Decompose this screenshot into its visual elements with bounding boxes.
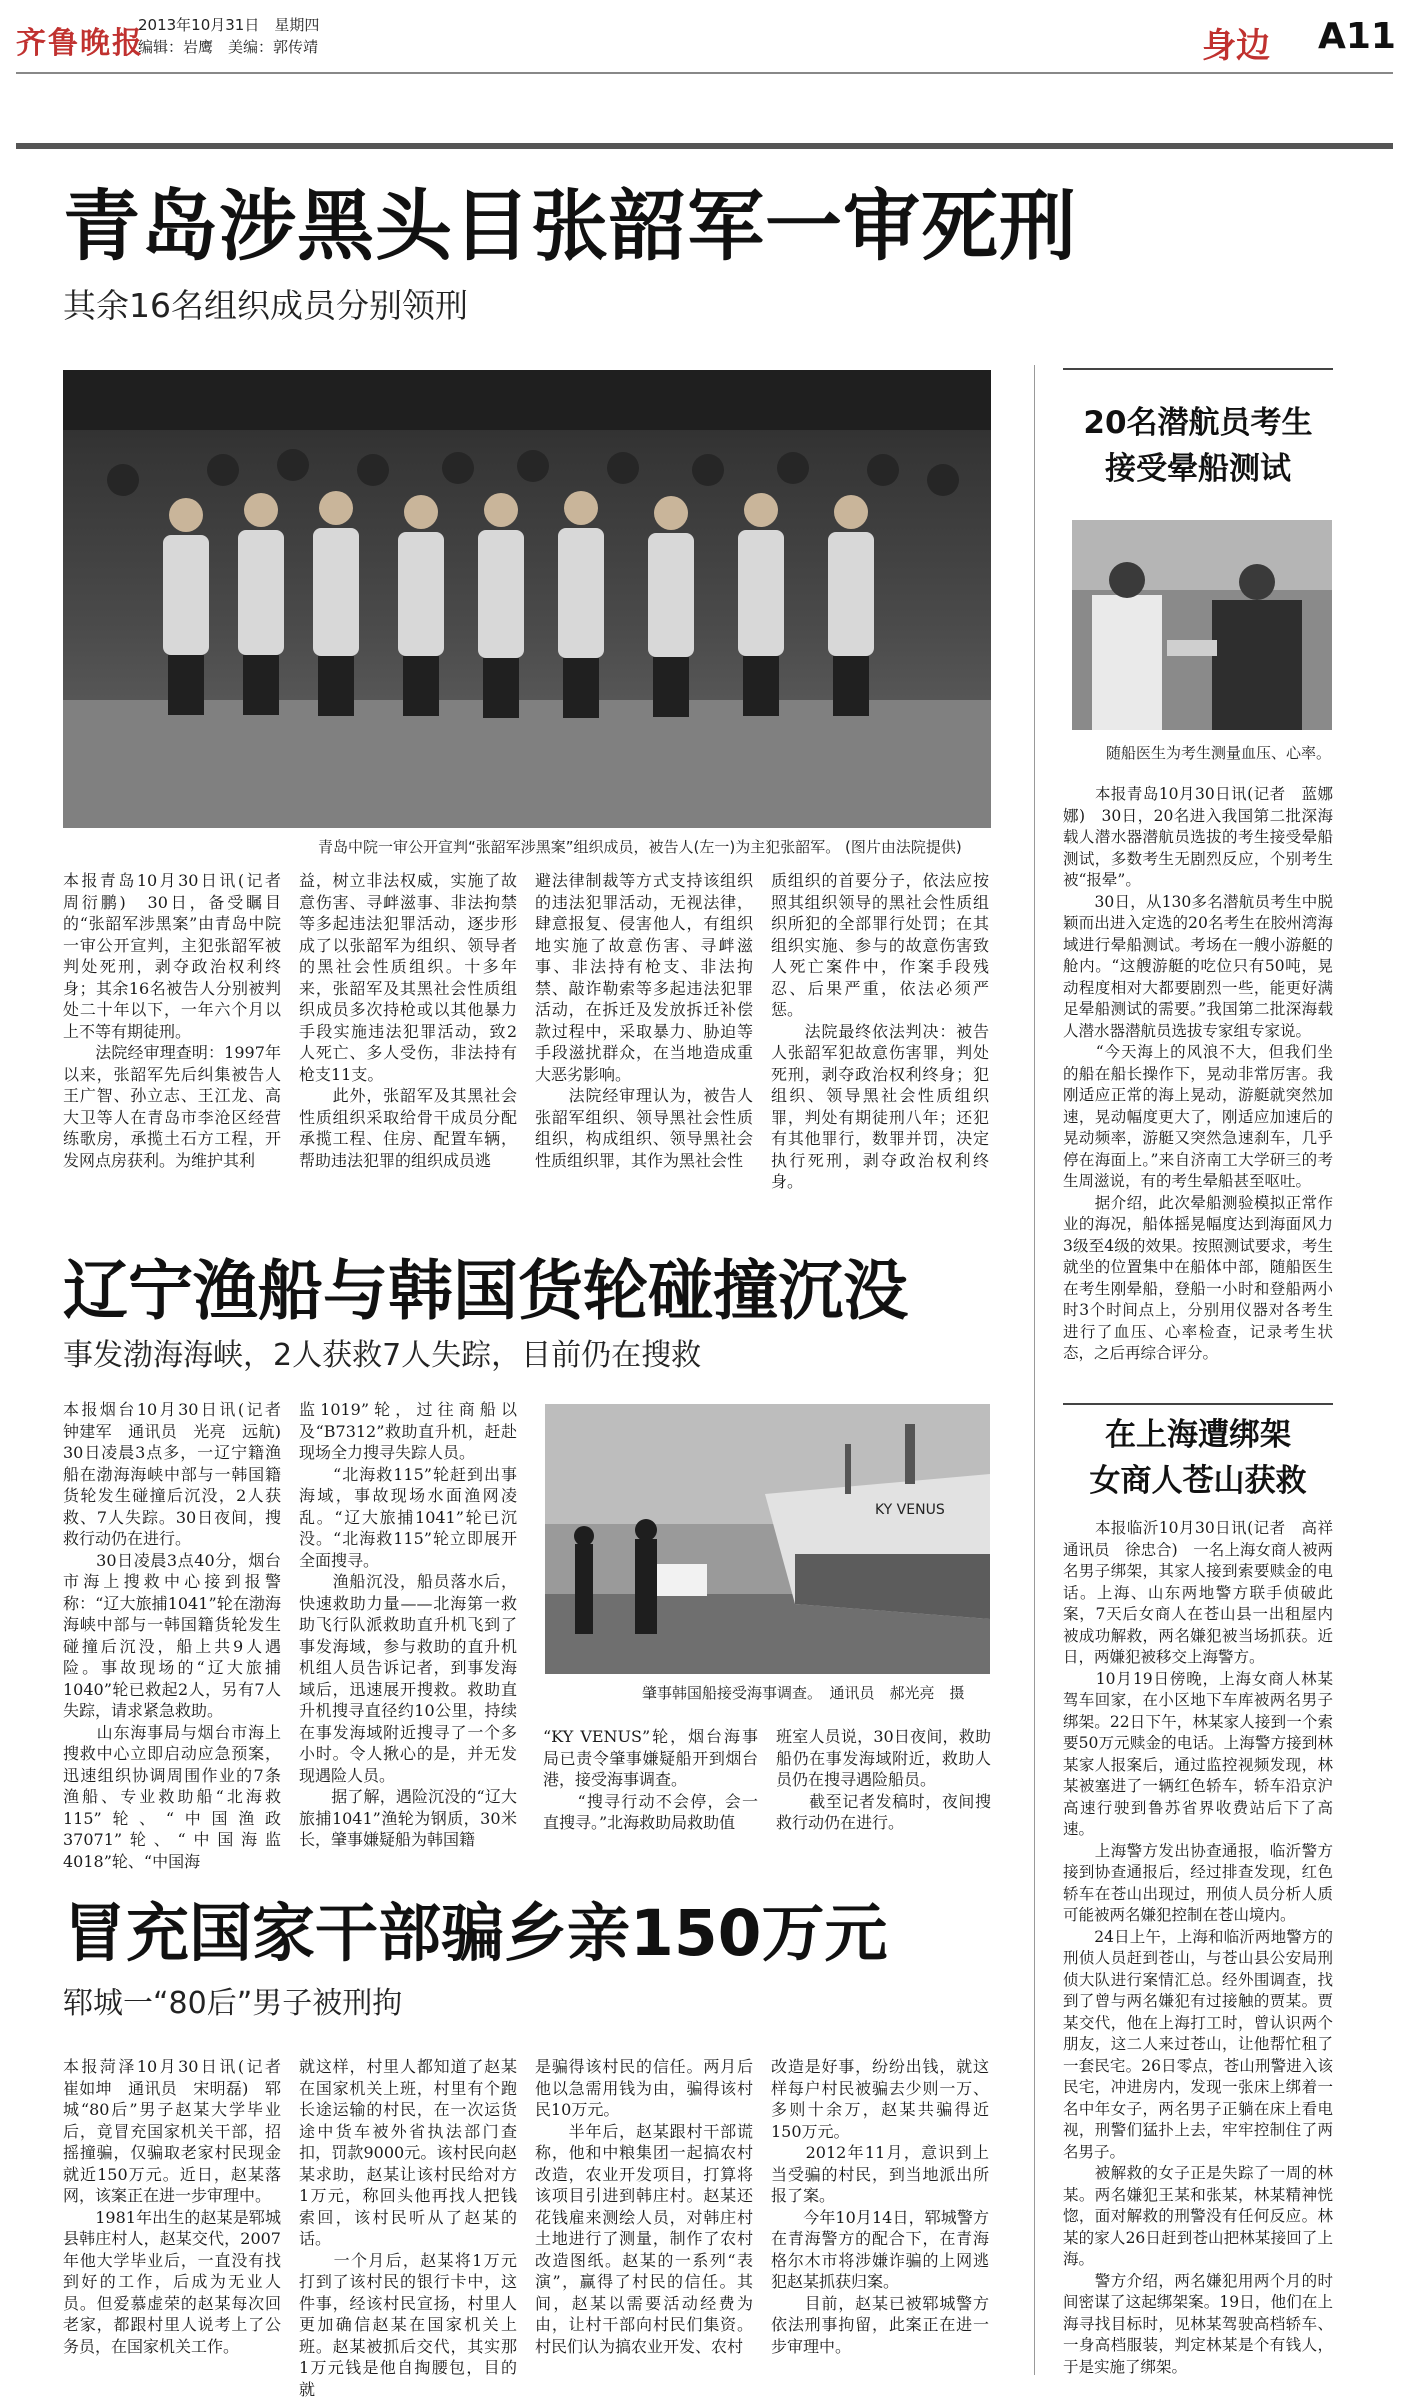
story3-column-3: 是骗得该村民的信任。两月后他以急需用钱为由，骗得该村民10万元。 半年后，赵某跟村干部谎称，他和中粮集团一起搞农村改造，农业开发项目，打算将该项目引进到韩庄村。赵某还花钱雇来测绘人员，对韩庄村土地进行了测量，制作了农村改造图纸。赵某的一系列“表演”，赢得了村民的信任。其间，赵某以需要活动经费为由，让村干部向村民们集资。村民们认为搞农业开发、农村 xyxy=(535,2057,753,2356)
story2-column-3: “KY VENUS”轮，烟台海事局已责令肇事嫌疑船开到烟台港，接受海事调查。 “搜寻行动不会停，会一直搜寻。”北海救助局救助值 xyxy=(543,1727,758,1832)
story3-column-2: 就这样，村里人都知道了赵某在国家机关上班，村里有个跑长途运输的村民，在一次运货途中货车被外省执法部门查扣，罚款9000元。该村民向赵某求助，赵某让该村民给对方1万元，称回头他再找人把钱索回，该村民听从了赵某的话。 一个月后，赵某将1万元打到了该村民的银行卡中，这件事，经该村民宣扬，村里人更加确信赵某在国家机关上班。赵某被抓后交代，其实那1万元钱是他自掏腰包，目的就 xyxy=(299,2057,517,2399)
story2-photo xyxy=(545,1404,990,1674)
story3-subhead: 郓城一“80后”男子被刑拘 xyxy=(63,1986,403,2021)
side2-title-line2: 女商人苍山获救 xyxy=(1089,1463,1307,1499)
story2-photo-caption: 肇事韩国船接受海事调查。 通讯员 郝光亮 摄 xyxy=(642,1684,965,1702)
story2-column-2: 监1019”轮，过往商船以及“B7312”救助直升机，赶赴现场全力搜寻失踪人员。 “北海救115”轮赶到出事海域，事故现场水面渔网凌乱。“辽大旅捕1041”轮已沉没。“北海救115”轮立即展开全面搜寻。 渔船沉没，船员落水后，快速救助力量——北海第一救助飞行队派救助直升机飞到了事发海域，参与救助的直升机机组人员告诉记者，到事发海域后，迅速展开搜救。救助直升机搜寻直径约10公里，持续在事发海域附近搜寻了一个多小时。令人揪心的是，并无发现遇险人员。 据了解，遇险沉没的“辽大旅捕1041”渔轮为钢质，30米长，肇事嫌疑船为韩国籍 xyxy=(299,1400,517,1849)
date-line: 2013年10月31日 星期四 xyxy=(138,16,320,34)
story2-column-4: 班室人员说，30日夜间，救助船仍在事发海域附近，救助人员仍在搜寻遇险船员。 截至记者发稿时，夜间搜救行动仍在进行。 xyxy=(776,1727,991,1832)
story1-headline: 青岛涉黑头目张韶军一审死刑 xyxy=(63,183,1077,272)
side2-title xyxy=(1063,1412,1333,1504)
side2-body: 本报临沂10月30日讯(记者 高祥 通讯员 徐忠合) 一名上海女商人被两名男子绑架，其家人接到索要赎金的电话。上海、山东两地警方联手侦破此案，7天后女商人在苍山县一出租屋内被成功解救，两名嫌犯被当场抓获。近日，两嫌犯被移交上海警方。 10月19日傍晚，上海女商人林某驾车回家，在小区地下车库被两名男子绑架。22日下午，林某家人接到一个索要50万元赎金的电话。上海警方接到林某家人报案后，通过监控视频发现，林某被塞进了一辆红色轿车，轿车沿京沪高速行驶到鲁苏省界收费站后下了高速。 上海警方发出协查通报，临沂警方接到协查通报后，经过排查发现，红色轿车在苍山出现过，刑侦人员分析人质可能被两名嫌犯控制在苍山境内。 24日上午，上海和临沂两地警方的刑侦人员赶到苍山，与苍山县公安局刑侦大队进行案情汇总。经外围调查，找到了曾与两名嫌犯有过接触的贾某。贾某交代，他在上海打工时，曾认识两个朋友，这二人来过苍山，让他帮忙租了一套民宅。26日零点，苍山刑警进入该民宅，冲进房内，发现一张床上绑着一名中年女子，两名男子正躺在床上看电视，刑警们猛扑上去，牢牢控制住了两名男子。 被解救的女子正是失踪了一周的林某。两名嫌犯王某和张某，林某精神恍惚，面对解救的刑警没有任何反应。林某的家人26日赶到苍山把林某接回了上海。 警方介绍，两名嫌犯用两个月的时间密谋了这起绑架案。19日，他们在上海寻找目标时，见林某驾驶高档轿车、一身高档服装，判定林某是个有钱人，于是实施了绑架。 xyxy=(1063,1519,1333,2376)
courtroom-photo-image xyxy=(63,370,991,828)
sidebar-divider xyxy=(1034,365,1035,2375)
masthead-meta xyxy=(138,14,319,58)
story1-column-1: 本报青岛10月30日讯(记者 周衍鹏) 30日，备受瞩目的“张韶军涉黑案”由青岛中院一审公开宣判，主犯张韶军被判处死刑，剥夺政治权利终身；其余16名被告人分别被判处二十年以下，一年六个月以上不等有期徒刑。 法院经审理查明：1997年以来，张韶军先后纠集被告人王广智、孙立志、王江龙、高大卫等人在青岛市李沧区经营练歌房，承揽土石方工程，开发网点房获利。为维护其利 xyxy=(63,871,281,1170)
editors-line: 编辑：岩鹰 美编：郭传靖 xyxy=(138,38,319,56)
page-number: A11 xyxy=(1318,16,1396,57)
story1-subhead: 其余16名组织成员分别领刑 xyxy=(63,286,468,325)
story3-column-4: 改造是好事，纷纷出钱，就这样每户村民被骗去少则一万、多则十余万，赵某共骗得近150万元。 2012年11月，意识到上当受骗的村民，到当地派出所报了案。 今年10月14日，郓城警方在青海警方的配合下，在青海格尔木市将涉嫌诈骗的上网逃犯赵某抓获归案。 目前，赵某已被郓城警方依法刑事拘留，此案正在进一步审理中。 xyxy=(771,2057,989,2356)
story2-headline: 辽宁渔船与韩国货轮碰撞沉没 xyxy=(63,1254,909,1329)
side2-top-rule xyxy=(1063,1403,1333,1405)
header-rule xyxy=(16,72,1393,74)
story3-column-1: 本报菏泽10月30日讯(记者 崔如坤 通讯员 宋明磊) 郓城“80后”男子赵某大学毕业后，竟冒充国家机关干部，招摇撞骗，仅骗取老家村民现金就近150万元。近日，赵某落网，该案正在进一步审理中。 1981年出生的赵某是郓城县韩庄村人，赵某交代，2007年他大学毕业后，一直没有找到好的工作，后成为无业人员。但爱慕虚荣的赵某每次回老家，都跟村里人说考上了公务员，在国家机关工作。 xyxy=(63,2057,281,2356)
story1-photo xyxy=(63,370,991,828)
story2-subhead: 事发渤海海峡，2人获救7人失踪，目前仍在搜救 xyxy=(63,1338,702,1373)
story2-column-1: 本报烟台10月30日讯(记者 钟建军 通讯员 光亮 远航) 30日凌晨3点多，一辽宁籍渔船在渤海海峡中部与一韩国籍货轮发生碰撞后沉没，2人获救、7人失踪。30日夜间，搜救行动仍在进行。 30日凌晨3点40分，烟台市海上搜救中心接到报警称：“辽大旅捕1041”轮在渤海海峡中部与一韩国籍货轮发生碰撞后沉没，船上共9人遇险。事故现场的“辽大旅捕1040”轮已救起2人，另有7人失踪，请求紧急救助。 山东海事局与烟台市海上搜救中心立即启动应急预案，迅速组织协调周围作业的7条渔船、专业救助船“北海救115”轮、“中国渔政37071”轮、“中国海监4018”轮、“中国海 xyxy=(63,1400,281,1871)
side1-title xyxy=(1063,400,1333,492)
ship-name-label: KY VENUS xyxy=(875,1502,945,1518)
story1-column-3: 避法律制裁等方式支持该组织的违法犯罪活动，无视法律，肆意报复、侵害他人，有组织地实施了故意伤害、寻衅滋事、非法持有枪支、非法拘禁、敲诈勒索等多起违法犯罪活动，在拆迁及发放拆迁补偿款过程中，采取暴力、胁迫等手段滋扰群众，在当地造成重大恶劣影响。 法院经审理认为，被告人张韶军组织、领导黑社会性质组织，构成组织、领导黑社会性质组织罪，其作为黑社会性 xyxy=(535,871,753,1170)
story1-column-2: 益，树立非法权威，实施了故意伤害、寻衅滋事、非法拘禁等多起违法犯罪活动，逐步形成了以张韶军为组织、领导者的黑社会性质组织。十多年来，张韶军及其黑社会性质组织成员多次持枪或以其他暴力手段实施违法犯罪活动，致2人死亡、多人受伤，非法持有枪支11支。 此外，张韶军及其黑社会性质组织采取给骨干成员分配承揽工程、住房、配置车辆，帮助违法犯罪的组织成员逃 xyxy=(299,871,517,1170)
ship-cabin-photo-image xyxy=(1072,520,1332,730)
story3-headline: 冒充国家干部骗乡亲150万元 xyxy=(63,1897,888,1970)
ship-photo-image xyxy=(545,1404,990,1674)
story1-column-4: 质组织的首要分子，依法应按照其组织领导的黑社会性质组织所犯的全部罪行处罚；在其组织实施、参与的故意伤害致人死亡案件中，作案手段残忍、后果严重，依法必须严惩。 法院最终依法判决：被告人张韶军犯故意伤害罪，判处死刑，剥夺政治权利终身；犯组织、领导黑社会性质组织罪，判处有期徒刑八年；还犯有其他罪行，数罪并罚，决定执行死刑，剥夺政治权利终身。 xyxy=(771,871,989,1191)
masthead-logo: 齐鲁晚报 xyxy=(16,26,144,61)
side1-body: 本报青岛10月30日讯(记者 蓝娜娜) 30日，20名进入我国第二批深海载人潜水器潜航员选拔的考生接受晕船测试，多数考生无剧烈反应，个别考生被“报晕”。 30日，从130多名潜航员考生中脱颖而出进入定选的20名考生在胶州湾海域进行晕船测试。考场在一艘小游艇的舱内。“这艘游艇的吃位只有50吨，晃动程度相对大都要剧烈一些，能更好满足晕船测试的需要。”我国第二批深海载人潜水器潜航员选拔专家组专家说。 “今天海上的风浪不大，但我们坐的船在船长操作下，晃动非常厉害。我刚适应正常的海上晃动，游艇就突然加速，晃动幅度更大了，刚适应加速后的晃动频率，游艇又突然急速刹车，几乎停在海面上。”来自济南工大学研三的考生周滋说，有的考生晕船甚至呕吐。 据介绍，此次晕船测验模拟正常作业的海况，船体摇晃幅度达到海面风力3级至4级的效果。按照测试要求，考生就坐的位置集中在船体中部，随船医生在考生刚晕船，登船一小时和登船两小时3个时间点上，分别用仪器对各考生进行了血压、心率检查，记录考生状态，之后再综合评分。 xyxy=(1063,785,1333,1362)
section-name: 身边 xyxy=(1202,26,1270,66)
story1-photo-caption: 青岛中院一审公开宣判“张韶军涉黑案”组织成员，被告人(左一)为主犯张韶军。 (图片由法院提供) xyxy=(318,838,962,856)
side1-title-line1: 20名潜航员考生 xyxy=(1083,405,1313,441)
top-rule xyxy=(16,143,1393,149)
side1-top-rule xyxy=(1063,368,1333,370)
side1-photo xyxy=(1072,520,1332,730)
side2-title-line1: 在上海遭绑架 xyxy=(1105,1417,1291,1453)
side1-title-line2: 接受晕船测试 xyxy=(1105,451,1291,487)
side1-photo-caption: 随船医生为考生测量血压、心率。 xyxy=(1106,744,1332,762)
